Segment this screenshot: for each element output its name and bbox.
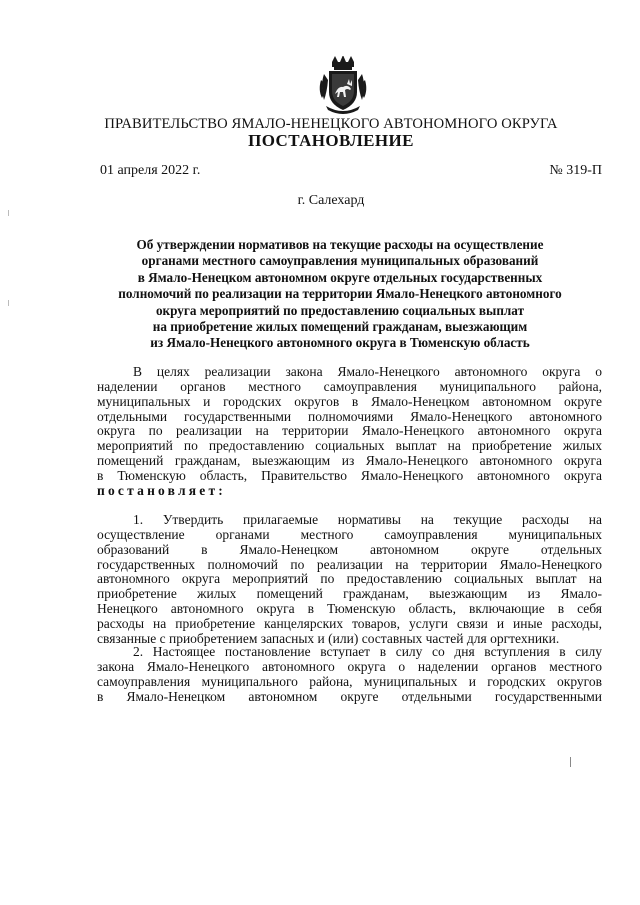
text-line: автономного округа мероприятий по предоставлению социальных выплат на: [97, 571, 602, 587]
item-2-paragraph: [97, 645, 602, 704]
resolves-word: постановляет:: [97, 482, 226, 498]
scan-mark: [570, 757, 571, 767]
document-title: [80, 237, 600, 352]
text-line: государственных полномочий по реализации на территории Ямало-Ненецкого: [97, 556, 602, 572]
text-line: Ненецкого автономного округа в Тюменскую область, включающие в себя: [97, 601, 602, 617]
text-line: 1. Утвердить прилагаемые нормативы на текущие расходы на: [133, 512, 602, 527]
text-line: округа по реализации на территории Ямало-Ненецкого автономного округа: [97, 423, 602, 439]
text-line: 2. Настоящее постановление вступает в силу со дня вступления в силу: [133, 644, 602, 659]
coat-of-arms-icon: [318, 56, 368, 114]
title-line: округа мероприятий по предоставлению социальных выплат: [155, 302, 525, 318]
government-name: ПРАВИТЕЛЬСТВО ЯМАЛО-НЕНЕЦКОГО АВТОНОМНОГО ОКРУГА: [104, 116, 558, 132]
text-line: в Тюменскую область, Правительство Ямало-Ненецкого автономного округа: [97, 467, 602, 483]
title-line: органами местного самоуправления муниципальных образований: [141, 253, 539, 269]
title-line: полномочий по реализации на территории Ямало-Ненецкого автономного: [118, 286, 562, 302]
text-line: самоуправления муниципального района, муниципальных и городских округов: [97, 673, 602, 689]
document-number: № 319-П: [549, 163, 602, 178]
text-line: отдельными государственными полномочиями Ямало-Ненецкого автономного: [97, 408, 602, 424]
text-line: мероприятий по предоставлению социальных выплат на приобретение жилых: [97, 438, 602, 454]
text-line: В целях реализации закона Ямало-Ненецкого автономного округа о: [133, 364, 602, 379]
scan-mark: [8, 210, 9, 216]
scan-mark: [8, 300, 9, 306]
document-city: г. Салехард: [297, 193, 365, 208]
item-1-paragraph: [97, 513, 602, 647]
text-line: помещений гражданам, выезжающим из Ямало-Ненецкого автономного округа: [97, 453, 602, 469]
preamble-paragraph: [97, 365, 602, 499]
text-line: в Ямало-Ненецком автономном округе отдельными государственными: [97, 688, 602, 704]
title-line: Об утверждении нормативов на текущие расходы на осуществление: [136, 237, 544, 252]
title-line: в Ямало-Ненецком автономном округе отдельных государственных: [137, 269, 543, 285]
text-line: образований в Ямало-Ненецком автономном округе отдельных: [97, 541, 602, 557]
text-line: приобретение жилых помещений гражданам, выезжающим из Ямало-: [97, 586, 602, 602]
title-line: из Ямало-Ненецкого автономного округа в Тюменскую область: [150, 335, 530, 351]
text-line: расходы на приобретение канцелярских товаров, услуги связи и иные расходы,: [97, 615, 602, 631]
text-line: связанные с приобретением запасных и (или) составных частей для оргтехники.: [97, 630, 560, 646]
text-line: осуществление органами местного самоуправления муниципальных: [97, 526, 602, 542]
document-date: 01 апреля 2022 г.: [100, 163, 201, 178]
text-line: наделении органов местного самоуправления муниципального района,: [97, 378, 602, 394]
title-line: на приобретение жилых помещений гражданам, выезжающим: [152, 319, 528, 335]
text-line: муниципальных и городских округов в Ямало-Ненецком автономном округе: [97, 393, 602, 409]
text-line: закона Ямало-Ненецкого автономного округа о наделении органов местного: [97, 658, 602, 674]
document-type: ПОСТАНОВЛЕНИЕ: [248, 131, 414, 150]
